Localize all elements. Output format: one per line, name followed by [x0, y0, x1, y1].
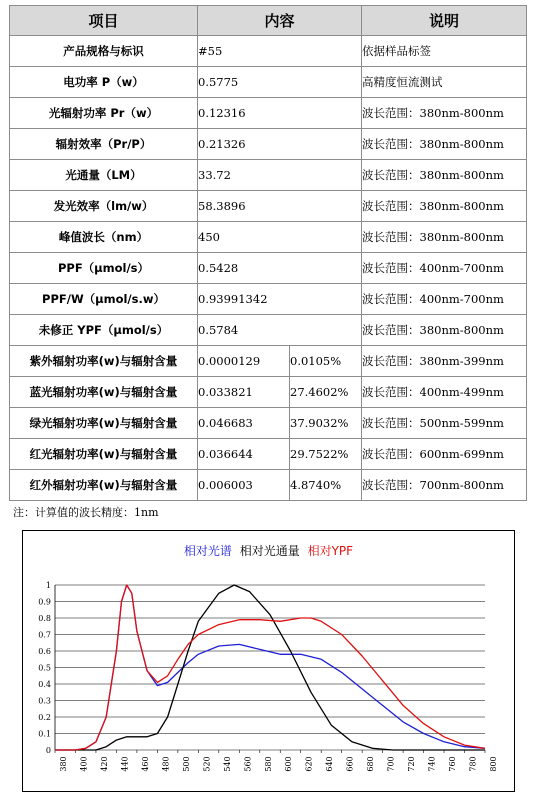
x-tick-label: 740	[427, 756, 437, 772]
row-note: 波长范围：380nm-800nm	[362, 129, 527, 160]
y-tick-label: 0	[45, 746, 51, 755]
spec-table	[9, 5, 527, 501]
row-note: 高精度恒流测试	[362, 67, 527, 98]
row-item-label: 光辐射功率 Pr（w）	[10, 98, 198, 129]
x-tick-label: 420	[99, 756, 109, 772]
row-value: 450	[198, 222, 362, 253]
x-tick-label: 460	[140, 756, 150, 772]
header-item: 项目	[10, 6, 198, 36]
row-note: 波长范围：380nm-800nm	[362, 222, 527, 253]
table-row	[10, 98, 527, 129]
header-content: 内容	[198, 6, 362, 36]
table-row	[10, 222, 527, 253]
table-row	[10, 315, 527, 346]
row-note: 波长范围：500nm-599nm	[362, 408, 527, 439]
row-percent: 0.0105%	[290, 346, 362, 377]
x-tick-label: 620	[304, 756, 314, 772]
table-row	[10, 470, 527, 501]
row-percent: 27.4602%	[290, 377, 362, 408]
x-tick-label: 380	[59, 756, 68, 772]
row-note: 波长范围：380nm-800nm	[362, 315, 527, 346]
table-header-row	[10, 6, 527, 36]
row-value: 0.21326	[198, 129, 362, 160]
y-tick-label: 0.4	[38, 680, 51, 689]
y-tick-label: 0.1	[38, 729, 51, 739]
y-tick-label: 1	[45, 581, 51, 590]
header-note: 说明	[362, 6, 527, 36]
table-row	[10, 36, 527, 67]
row-value: 33.72	[198, 160, 362, 191]
row-value: 0.036644	[198, 439, 290, 470]
row-item-label: PPF/W（μmol/s.w）	[10, 284, 198, 315]
row-item-label: 辐射效率（Pr/P）	[10, 129, 198, 160]
x-tick-label: 700	[386, 756, 396, 772]
legend-relative-flux: 相对光通量	[239, 544, 300, 558]
x-tick-label: 480	[161, 756, 171, 772]
x-tick-label: 640	[325, 756, 335, 772]
y-tick-label: 0.2	[38, 713, 51, 722]
row-item-label: 发光效率（lm/w）	[10, 191, 198, 222]
table-row	[10, 377, 527, 408]
row-item-label: 未修正 YPF（μmol/s）	[10, 315, 198, 346]
row-percent: 4.8740%	[290, 470, 362, 501]
row-item-label: 峰值波长（nm）	[10, 222, 198, 253]
x-tick-label: 520	[202, 756, 212, 772]
x-tick-label: 800	[489, 756, 498, 772]
footnote: 注：计算值的波长精度：1nm	[13, 506, 159, 519]
table-row	[10, 191, 527, 222]
table-row	[10, 346, 527, 377]
row-value: #55	[198, 36, 362, 67]
row-value: 0.5784	[198, 315, 362, 346]
row-note: 波长范围：380nm-800nm	[362, 98, 527, 129]
x-tick-label: 400	[79, 756, 89, 772]
row-note: 波长范围：380nm-399nm	[362, 346, 527, 377]
row-item-label: 蓝光辐射功率(w)与辐射含量	[10, 377, 198, 408]
row-item-label: 红光辐射功率(w)与辐射含量	[10, 439, 198, 470]
row-value: 0.93991342	[198, 284, 362, 315]
row-note: 波长范围：700nm-800nm	[362, 470, 527, 501]
row-note: 波长范围：400nm-700nm	[362, 253, 527, 284]
y-tick-label: 0.5	[38, 663, 51, 673]
table-row	[10, 160, 527, 191]
y-tick-label: 0.9	[38, 597, 51, 607]
row-value: 0.046683	[198, 408, 290, 439]
row-note: 波长范围：600nm-699nm	[362, 439, 527, 470]
x-tick-label: 580	[263, 756, 273, 772]
table-row	[10, 284, 527, 315]
row-value: 0.0000129	[198, 346, 290, 377]
row-note: 波长范围：400nm-499nm	[362, 377, 527, 408]
row-value: 0.5428	[198, 253, 362, 284]
chart-plot-area	[23, 531, 514, 791]
row-value: 0.033821	[198, 377, 290, 408]
x-tick-label: 600	[284, 756, 294, 772]
row-value: 0.5775	[198, 67, 362, 98]
table-row	[10, 408, 527, 439]
x-tick-label: 660	[345, 756, 355, 772]
row-value: 0.006003	[198, 470, 290, 501]
x-tick-label: 720	[407, 756, 417, 772]
y-tick-label: 0.3	[38, 696, 51, 706]
row-item-label: 产品规格与标识	[10, 36, 198, 67]
row-item-label: PPF（μmol/s）	[10, 253, 198, 284]
table-row	[10, 67, 527, 98]
table-row	[10, 253, 527, 284]
x-tick-label: 500	[181, 756, 191, 772]
row-note: 波长范围：380nm-800nm	[362, 160, 527, 191]
y-tick-label: 0.7	[38, 630, 51, 640]
legend-relative-ypf: 相对YPF	[307, 544, 354, 558]
row-percent: 29.7522%	[290, 439, 362, 470]
legend-relative-spectrum: 相对光谱	[183, 544, 232, 558]
y-tick-label: 0.6	[38, 647, 51, 656]
x-tick-label: 780	[468, 756, 478, 772]
x-tick-label: 760	[448, 756, 458, 772]
row-item-label: 光通量（LM）	[10, 160, 198, 191]
x-tick-label: 560	[243, 756, 253, 772]
spectrum-chart	[22, 530, 515, 792]
row-note: 波长范围：400nm-700nm	[362, 284, 527, 315]
x-tick-label: 440	[120, 756, 130, 772]
row-value: 0.12316	[198, 98, 362, 129]
y-tick-label: 0.8	[38, 614, 51, 623]
row-item-label: 电功率 P（w）	[10, 67, 198, 98]
x-tick-label: 680	[366, 756, 376, 772]
row-item-label: 绿光辐射功率(w)与辐射含量	[10, 408, 198, 439]
row-note: 依据样品标签	[362, 36, 527, 67]
row-item-label: 红外辐射功率(w)与辐射含量	[10, 470, 198, 501]
row-value: 58.3896	[198, 191, 362, 222]
row-note: 波长范围：380nm-800nm	[362, 191, 527, 222]
table-row	[10, 439, 527, 470]
table-row	[10, 129, 527, 160]
x-tick-label: 540	[222, 756, 232, 772]
row-percent: 37.9032%	[290, 408, 362, 439]
row-item-label: 紫外辐射功率(w)与辐射含量	[10, 346, 198, 377]
